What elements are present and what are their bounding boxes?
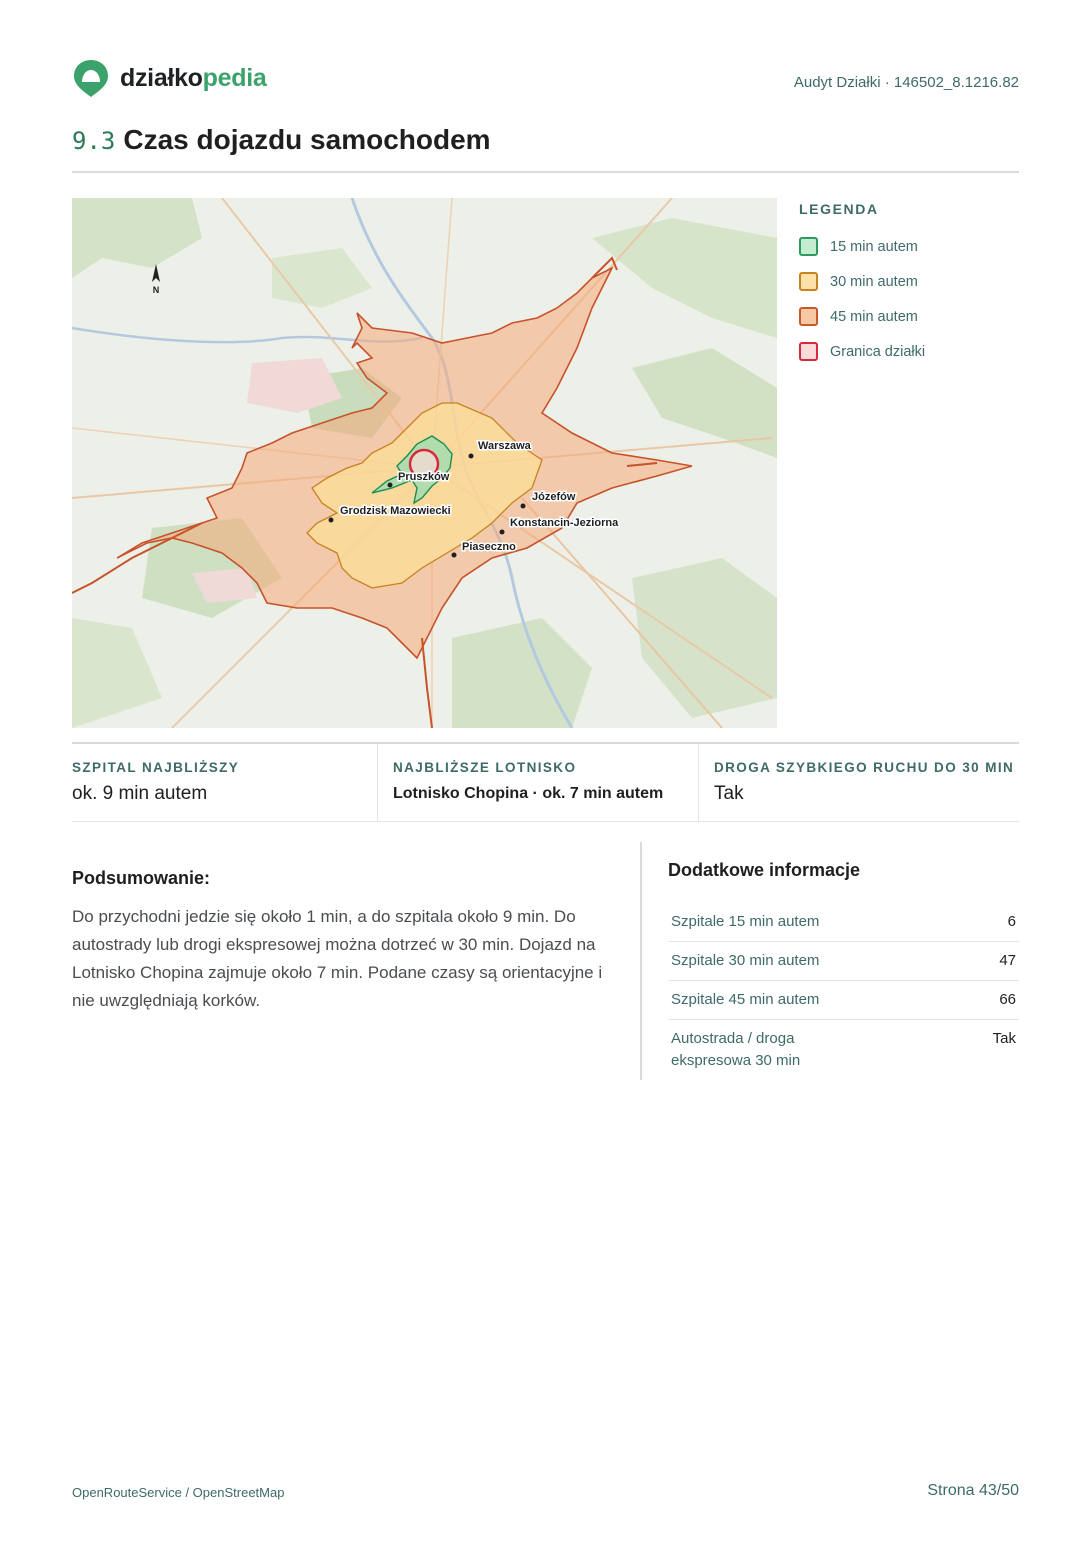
legend-swatch-15-min bbox=[799, 237, 818, 256]
stat-nearest-airport bbox=[377, 744, 698, 821]
table-row bbox=[668, 1020, 1019, 1080]
city-dot bbox=[469, 454, 474, 459]
table-row bbox=[668, 942, 1019, 981]
row-value: Tak bbox=[992, 1030, 1016, 1047]
legend-title: LEGENDA bbox=[799, 201, 879, 217]
legend-item-15-min bbox=[799, 229, 1019, 264]
stat-nearest-hospital bbox=[72, 744, 377, 821]
row-key: Szpitale 45 min autem bbox=[671, 991, 820, 1008]
legend-items bbox=[799, 229, 1019, 369]
row-key: Szpitale 30 min autem bbox=[671, 952, 820, 969]
brand-name bbox=[120, 64, 266, 93]
city-dot bbox=[388, 483, 393, 488]
stat-value: Lotnisko Chopina · ok. 7 min autem bbox=[393, 785, 664, 802]
stat-value: Tak bbox=[714, 783, 744, 804]
map-label-pruszkow: Pruszków bbox=[398, 471, 450, 483]
map-label-grodzisk: Grodzisk Mazowiecki bbox=[340, 505, 451, 517]
legend-swatch-45-min bbox=[799, 307, 818, 326]
map-legend bbox=[799, 201, 1019, 369]
legend-swatch-plot-boundary bbox=[799, 342, 818, 361]
brand-name-part2: pedia bbox=[202, 63, 267, 92]
legend-item-30-min bbox=[799, 264, 1019, 299]
map-label-jozefow: Józefów bbox=[532, 491, 576, 503]
stat-label: DROGA SZYBKIEGO RUCHU DO 30 MIN bbox=[714, 760, 1015, 775]
legend-swatch-30-min bbox=[799, 272, 818, 291]
city-dot bbox=[329, 518, 334, 523]
legend-label: Granica działki bbox=[830, 343, 926, 360]
city-dot bbox=[521, 504, 526, 509]
audit-reference: Audyt Działki · 146502_8.1216.82 bbox=[793, 74, 1019, 91]
key-stats bbox=[72, 742, 1019, 822]
row-key: Szpitale 15 min autem bbox=[671, 913, 820, 930]
summary-text: Do przychodni jedzie się około 1 min, a do szpitala około 9 min. Do autostrady lub drogi ekspresowej można dotrzeć w 30 min. Dojazd na Lotnisko Chopina zajmuje około 7 min. Podane czasy są orientacyjne i nie uwzględniają korków. bbox=[72, 907, 603, 1010]
table-row bbox=[668, 903, 1019, 942]
column-divider bbox=[640, 842, 642, 1080]
additional-info bbox=[668, 860, 1019, 1080]
city-dot bbox=[500, 530, 505, 535]
footer-source: OpenRouteService / OpenStreetMap bbox=[72, 1485, 285, 1500]
row-key: Autostrada / droga ekspresowa 30 min bbox=[671, 1030, 801, 1069]
row-value: 66 bbox=[999, 991, 1016, 1008]
additional-info-title: Dodatkowe informacje bbox=[668, 860, 861, 880]
legend-label: 15 min autem bbox=[830, 238, 918, 255]
page-header bbox=[72, 58, 1019, 102]
isochrone-map-graphic bbox=[72, 198, 777, 728]
map-label-piaseczno: Piaseczno bbox=[462, 541, 516, 553]
map-label-konstancin: Konstancin-Jeziorna bbox=[510, 517, 619, 529]
north-label: N bbox=[152, 285, 160, 295]
section-title bbox=[72, 124, 491, 156]
additional-info-table bbox=[668, 903, 1019, 1080]
isochrone-map[interactable] bbox=[72, 198, 777, 728]
brand-logo[interactable] bbox=[72, 58, 266, 98]
legend-item-45-min bbox=[799, 299, 1019, 334]
summary-title: Podsumowanie: bbox=[72, 868, 211, 888]
summary-section bbox=[72, 868, 612, 1015]
brand-name-part1: działko bbox=[120, 63, 203, 92]
stat-value: ok. 9 min autem bbox=[72, 783, 208, 804]
row-value: 47 bbox=[999, 952, 1016, 969]
table-row bbox=[668, 981, 1019, 1020]
section-heading: Czas dojazdu samochodem bbox=[123, 124, 491, 155]
legend-label: 30 min autem bbox=[830, 273, 918, 290]
stat-expressway bbox=[698, 744, 1019, 821]
city-dot bbox=[452, 553, 457, 558]
title-divider bbox=[72, 171, 1019, 173]
legend-label: 45 min autem bbox=[830, 308, 918, 325]
map-pin-logo-icon bbox=[72, 58, 110, 98]
map-label-warszawa: Warszawa bbox=[478, 440, 531, 452]
stat-label: NAJBLIŻSZE LOTNISKO bbox=[393, 760, 577, 775]
stat-label: SZPITAL NAJBLIŻSZY bbox=[72, 760, 240, 775]
row-value: 6 bbox=[1007, 913, 1016, 930]
footer-page-number: Strona 43/50 bbox=[927, 1482, 1019, 1499]
section-number: 9.3 bbox=[72, 127, 116, 155]
legend-item-plot-boundary bbox=[799, 334, 1019, 369]
